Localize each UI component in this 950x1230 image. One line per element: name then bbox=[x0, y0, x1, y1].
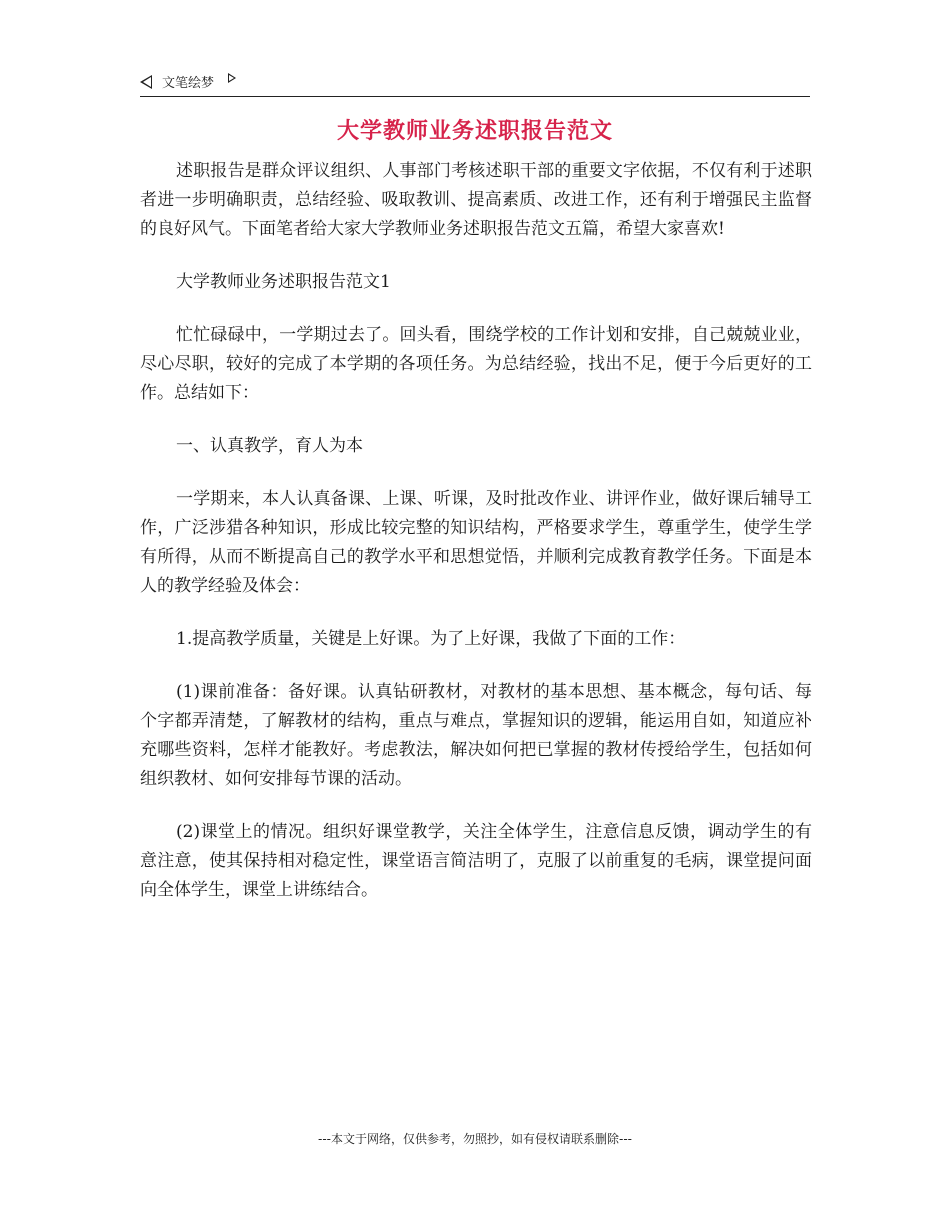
paragraph-heading-1: 大学教师业务述职报告范文1 bbox=[176, 272, 391, 292]
paragraph: (1)课前准备：备好课。认真钻研教材，对教材的基本思想、基本概念，每句话、每个字都弄清楚，了解教材的结构，重点与难点，掌握知识的逻辑，能运用自如，知道应补充哪些资料，怎样才能教好。考虑教法，解决如何把已掌握的教材传授给学生，包括如何组织教材、如何安排每节课的活动。 bbox=[140, 682, 812, 789]
paragraph-intro: 述职报告是群众评议组织、人事部门考核述职干部的重要文字依据，不仅有利于述职者进一步明确职责，总结经验、吸取教训、提高素质、改进工作，还有利于增强民主监督的良好风气。下面笔者给大家大学教师业务述职报告范文五篇，希望大家喜欢! bbox=[140, 161, 812, 239]
paragraph: 一学期来，本人认真备课、上课、听课，及时批改作业、讲评作业，做好课后辅导工作，广泛涉猎各种知识，形成比较完整的知识结构，严格要求学生，尊重学生，使学生学有所得，从而不断提高自己的教学水平和思想觉悟，并顺利完成教育教学任务。下面是本人的教学经验及体会： bbox=[140, 489, 812, 596]
paragraph: (2)课堂上的情况。组织好课堂教学，关注全体学生，注意信息反馈，调动学生的有意注意，使其保持相对稳定性，课堂语言简洁明了，克服了以前重复的毛病，课堂提问面向全体学生，课堂上讲练结合。 bbox=[140, 822, 812, 900]
document-title: 大学教师业务述职报告范文 bbox=[336, 119, 613, 144]
brand bbox=[140, 72, 236, 91]
triangle-right-icon bbox=[228, 73, 236, 83]
page-header bbox=[140, 72, 810, 97]
document-body bbox=[140, 157, 812, 929]
page-footer: ---本文于网络，仅供参考，勿照抄，如有侵权请联系删除--- bbox=[318, 1132, 632, 1146]
paragraph: 1.提高教学质量，关键是上好课。为了上好课，我做了下面的工作： bbox=[176, 629, 686, 649]
section-heading: 一、认真教学，育人为本 bbox=[176, 436, 363, 456]
paragraph: 忙忙碌碌中，一学期过去了。回头看，围绕学校的工作计划和安排，自己兢兢业业，尽心尽职，较好的完成了本学期的各项任务。为总结经验，找出不足，便于今后更好的工作。总结如下： bbox=[140, 325, 812, 403]
brand-label: 文笔绘梦 bbox=[162, 76, 215, 91]
triangle-left-icon bbox=[140, 75, 152, 89]
